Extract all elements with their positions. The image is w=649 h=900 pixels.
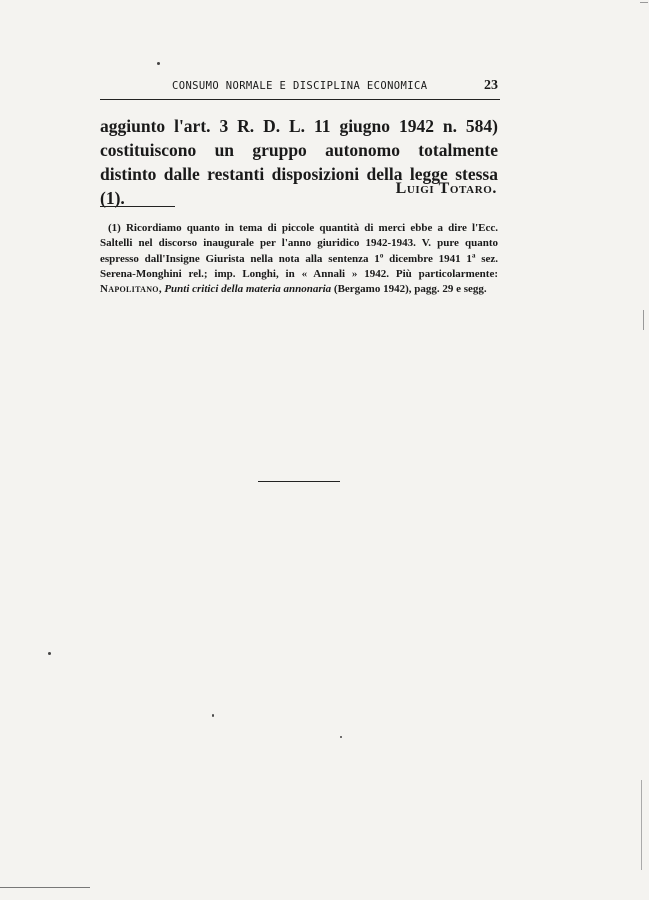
- footnote-text-part: dicembre 1941 1: [383, 252, 472, 265]
- page-number: 23: [484, 78, 498, 93]
- footnote-cited-work: Punti critici della materia annonaria: [164, 283, 332, 296]
- scan-speck: [48, 652, 51, 655]
- scan-edge-mark: [0, 887, 90, 888]
- footnote-superscript: a: [471, 250, 476, 259]
- scan-speck: [157, 62, 160, 65]
- footnote-rule: [100, 206, 175, 207]
- author-signature: Luigi Totaro.: [395, 180, 497, 197]
- footnote-text-part: sez. Serena-Monghini rel.; imp. Longhi, in « Annali » 1942. Più particolarmente:: [100, 252, 499, 280]
- footnote: [100, 221, 498, 297]
- scan-edge-mark: [640, 2, 648, 3]
- end-of-section-rule: [258, 481, 340, 482]
- footnote-superscript: o: [379, 250, 384, 259]
- footnote-text-part: ,: [158, 283, 165, 296]
- footnote-text-part: (Bergamo 1942), pagg. 29 e segg.: [331, 283, 487, 296]
- scan-edge-mark: [643, 310, 644, 330]
- scan-speck: [340, 736, 342, 738]
- body-paragraph-text: aggiunto l'art. 3 R. D. L. 11 giugno 1942 n. 584) costituiscono un gruppo autonomo totalmente distinto dalle restanti disposizioni della legge stessa (1).: [100, 116, 498, 208]
- header-rule: [100, 99, 500, 100]
- footnote-text-part: (1) Ricordiamo quanto in tema di piccole quantità di merci ebbe a dire l'Ecc. Saltelli nel discorso inaugurale per l'anno giuridico 1942-1943. V. pure quanto espresso dall'Insigne Giurista nella nota alla sentenza 1: [100, 222, 498, 265]
- running-header-title: CONSUMO NORMALE E DISCIPLINA ECONOMICA: [172, 80, 428, 92]
- footnote-text: [100, 221, 498, 297]
- scan-edge-mark: [641, 780, 642, 870]
- running-header: [100, 78, 500, 98]
- scan-speck: [212, 714, 214, 717]
- footnote-cited-author: Napolitano: [100, 283, 159, 296]
